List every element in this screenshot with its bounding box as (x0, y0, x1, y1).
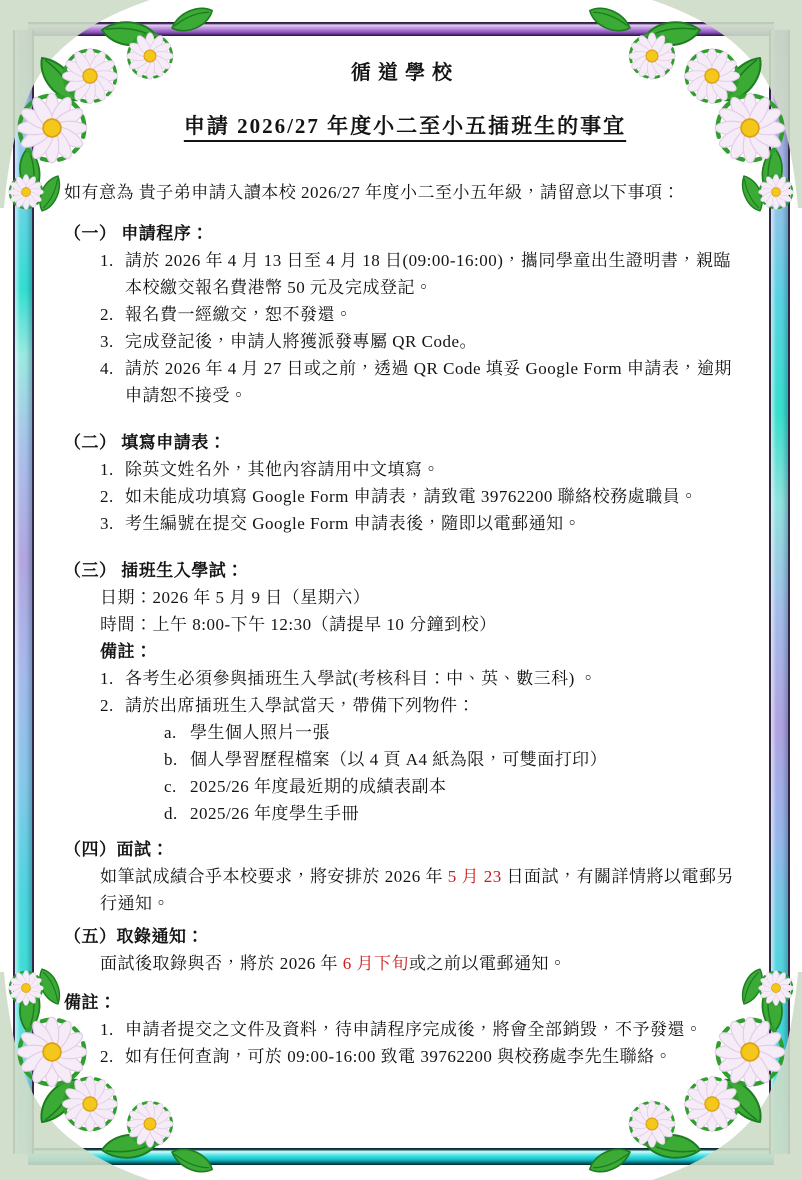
section-procedure-heading: （一） 申請程序： (64, 224, 209, 243)
section-exam-heading: （三） 插班生入學試： (64, 561, 244, 580)
page-title: 申請 2026/27 年度小二至小五插班生的事宜 (183, 114, 627, 138)
bring-item: 2025/26 年度最近期的成績表副本 (190, 777, 447, 796)
intro-paragraph: 如有意為 貴子弟申請入讀本校 2026/27 年度小二至小五年級，請留意以下事項： (64, 183, 680, 202)
procedure-item: 完成登記後，申請人將獲派發專屬 QR Code。 (125, 332, 477, 351)
form-item: 考生編號在提交 Google Form 申請表後，隨即以電郵通知。 (125, 514, 582, 533)
procedure-item: 請於 2026 年 4 月 27 日或之前，透過 QR Code 填妥 Google Form 申請表，逾期申請恕不接受。 (125, 359, 732, 405)
section-admission-heading: （五）取錄通知： (64, 927, 204, 946)
exam-notes-list (64, 665, 746, 719)
exam-notes-label: 備註： (100, 642, 153, 661)
admission-text-after: 或之前以電郵通知。 (409, 954, 567, 973)
exam-note-item: 各考生必須參與插班生入學試(考核科目：中、英、數三科) 。 (125, 669, 598, 688)
admission-text-before: 面試後取錄與否，將於 2026 年 (100, 954, 343, 973)
bring-item: 個人學習歷程檔案（以 4 頁 A4 紙為限，可雙面打印） (190, 750, 608, 769)
procedure-item: 報名費一經繳交，恕不發還。 (125, 305, 353, 324)
exam-time-line: 時間：上午 8:00-下午 12:30（請提早 10 分鐘到校） (100, 615, 497, 634)
procedure-item: 請於 2026 年 4 月 13 日至 4 月 18 日(09:00-16:00)，攜同學童出生證明書，親臨本校繳交報名費港幣 50 元及完成登記。 (125, 251, 731, 297)
form-item: 除英文姓名外，其他內容請用中文填寫。 (125, 460, 440, 479)
footer-note-item: 如有任何查詢，可於 09:00-16:00 致電 39762200 與校務處李先生聯絡。 (125, 1047, 673, 1066)
section-interview-heading: （四）面試： (64, 840, 169, 859)
interview-text-after: 日面試，有關詳情將以電郵另行通知。 (100, 867, 734, 913)
section-form-heading: （二） 填寫申請表： (64, 433, 227, 452)
interview-text-before: 如筆試成績合乎本校要求，將安排於 2026 年 (100, 867, 448, 886)
footer-note-item: 申請者提交之文件及資料，待申請程序完成後，將會全部銷毀，不予發還。 (125, 1020, 703, 1039)
document-content (64, 58, 746, 1070)
form-list (64, 456, 746, 537)
footer-notes-list (64, 1016, 746, 1070)
form-item: 如未能成功填寫 Google Form 申請表，請致電 39762200 聯絡校務處職員。 (125, 487, 698, 506)
bring-item: 2025/26 年度學生手冊 (190, 804, 359, 823)
procedure-list (64, 247, 746, 409)
exam-note-item: 請於出席插班生入學試當天，帶備下列物件： (125, 696, 475, 715)
exam-date-line: 日期：2026 年 5 月 9 日（星期六） (100, 588, 371, 607)
interview-body (64, 863, 746, 917)
school-name: 循道學校 (351, 62, 459, 84)
footer-notes-label: 備註： (64, 993, 117, 1012)
interview-date-highlight: 5 月 23 (447, 867, 502, 886)
admission-date-highlight: 6 月下旬 (342, 954, 409, 973)
admission-body (64, 950, 746, 977)
bring-item: 學生個人照片一張 (190, 723, 330, 742)
exam-bring-list (64, 719, 746, 827)
